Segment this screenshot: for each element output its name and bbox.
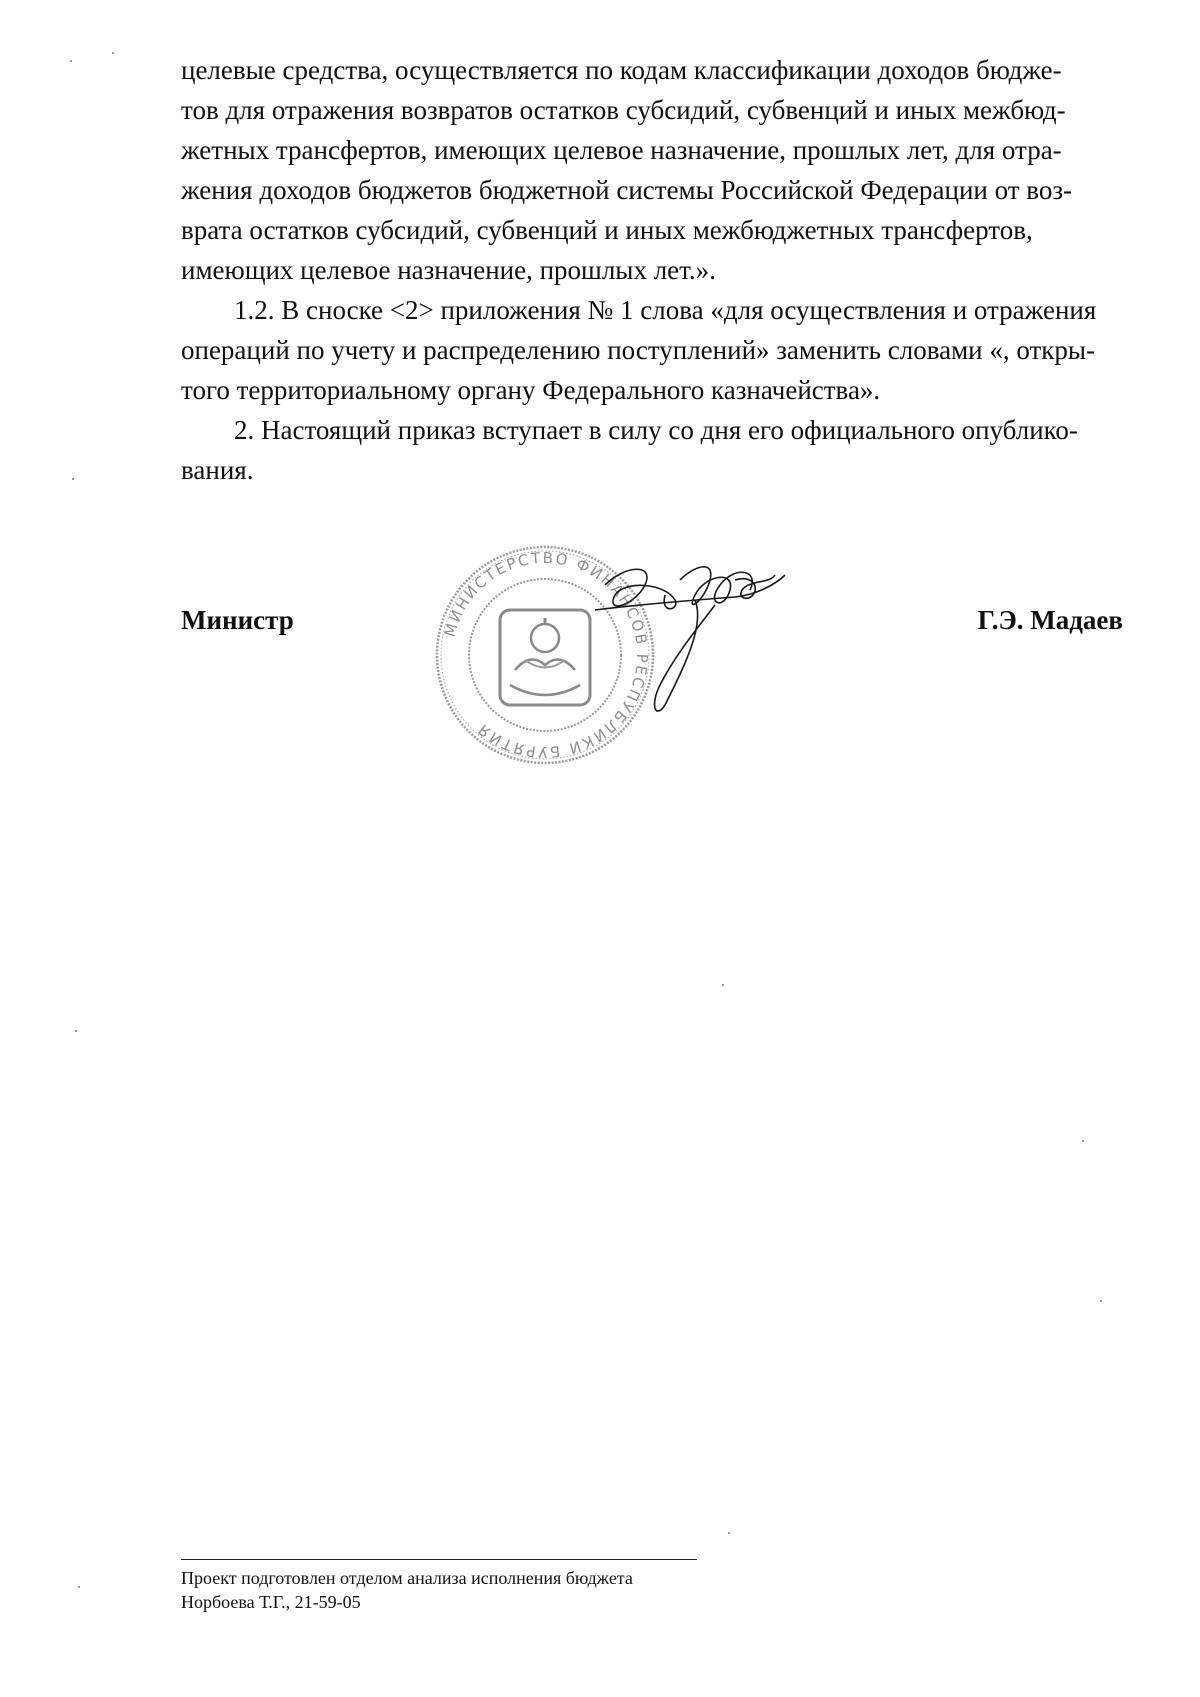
scan-speck [1082,1140,1084,1142]
text-line: жения доходов бюджетов бюджетной системы Российской Федерации от воз- [181,175,1073,205]
footer-line-prepared-by: Проект подготовлен отделом анализа исполнения бюджета [181,1568,633,1588]
text-line: 2. Настоящий приказ вступает в силу со дня его официального опублико- [234,415,1078,445]
scan-speck [72,478,74,480]
signature-block [181,605,1123,645]
scan-speck [722,984,724,986]
signer-name: Г.Э. Мадаев [977,605,1123,635]
paragraph-1 [181,50,1123,290]
text-line: вания. [181,455,254,485]
scan-speck [75,1030,77,1032]
document-body [181,50,1123,490]
text-line: операций по учету и распределению поступлений» заменить словами «, откры- [181,335,1096,365]
scan-speck [112,52,114,54]
text-line: целевые средства, осуществляется по кодам классификации доходов бюдже- [181,55,1062,85]
paragraph-2 [181,410,1123,490]
scan-speck [1100,1300,1102,1302]
scan-speck [78,1586,80,1588]
text-line: имеющих целевое назначение, прошлых лет.». [181,255,716,285]
text-line: тов для отражения возвратов остатков субсидий, субвенций и иных межбюд- [181,95,1066,125]
scan-speck [728,1532,730,1534]
footer-note [181,1566,633,1614]
text-line: жетных трансфертов, имеющих целевое назначение, прошлых лет, для отра- [181,135,1062,165]
scan-speck [70,60,72,62]
signer-title: Министр [181,605,294,635]
text-line: врата остатков субсидий, субвенций и иных межбюджетных трансфертов, [181,215,1033,245]
stamp-outer-text: МИНИСТЕРСТВО ФИНАНСОВ РЕСПУБЛИКИ БУРЯТИЯ [440,548,652,762]
footer-line-contact: Норбоева Т.Г., 21-59-05 [181,1592,361,1612]
paragraph-1-2 [181,290,1123,410]
footer-divider [181,1559,697,1560]
text-line: 1.2. В сноске <2> приложения № 1 слова «для осуществления и отражения [234,295,1097,325]
text-line: того территориальному органу Федерального казначейства». [181,375,881,405]
